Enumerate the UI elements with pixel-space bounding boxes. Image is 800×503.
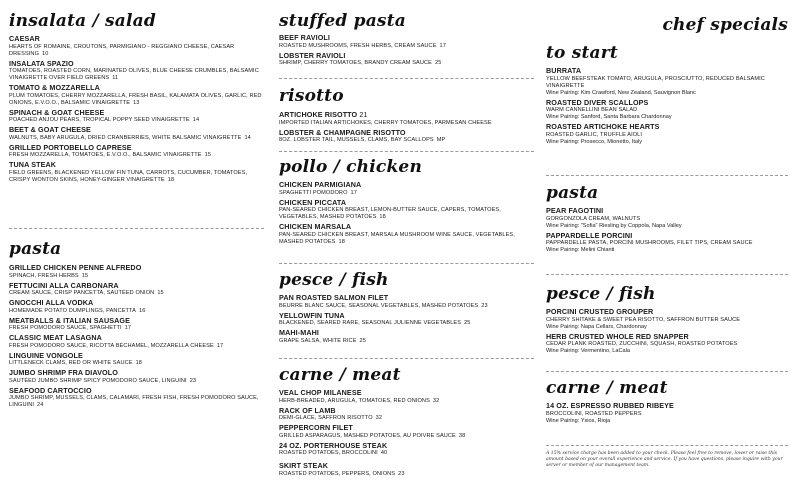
section-divider: [279, 263, 534, 264]
item-price: 10: [42, 50, 49, 57]
item-price: 18: [379, 214, 386, 220]
item-desc: ROASTED POTATOES, BROCCOLINI 40: [279, 450, 388, 456]
item-name: PAN ROASTED SALMON FILET: [279, 293, 389, 302]
menu-item: [279, 199, 534, 222]
menu-item: [9, 299, 264, 315]
item-desc: YELLOW BEEFSTEAK TOMATO, ARUGULA, PROSCIUTTO, REDUCED BALSAMIC VINAIGRETTE: [546, 75, 765, 89]
chef-specials-title: chef specials: [662, 15, 788, 35]
item-price: 21: [359, 110, 368, 119]
section-divider: [546, 371, 788, 372]
menu-item: [9, 144, 264, 160]
item-name: SKIRT STEAK: [279, 461, 329, 470]
item-name: PEPPERCORN FILET: [279, 423, 353, 432]
pesce-heading: pesce / fish: [279, 270, 389, 290]
item-name: FETTUCINI ALLA CARBONARA: [9, 280, 119, 290]
section-risotto: [279, 87, 534, 144]
stuffed-heading: stuffed pasta: [279, 11, 406, 31]
section-carne: [279, 366, 534, 478]
item-price: 32: [375, 415, 383, 421]
section-divider: [279, 358, 534, 359]
menu-item: [9, 317, 264, 333]
wine-pairing: Wine Pairing: Melini Chianti: [546, 247, 615, 253]
item-name: PEAR FAGOTINI: [546, 206, 604, 215]
item-price: 15: [81, 272, 89, 279]
wine-pairing: Wine Pairing: Kim Crawford, New Zealand, Sauvignon Blanc: [546, 89, 696, 96]
item-desc: ROASTED MUSHROOMS, FRESH HERBS, CREAM SAUCE 17: [279, 42, 446, 49]
item-desc: HOMEMADE POTATO DUMPLINGS, PANCETTA 16: [9, 307, 146, 314]
item-desc: WARM CANNELLINI BEAN SALAD: [546, 107, 638, 113]
item-desc: PAN-SEARED CHICKEN BREAST, MARSALA MUSHROOM WINE SAUCE, VEGETABLES, MASHED POTATOES 18: [279, 231, 515, 245]
item-price: 18: [338, 238, 345, 245]
item-desc: PAN-SEARED CHICKEN BREAST, LEMON-BUTTER SAUCE, CAPERS, TOMATOES, VEGETABLES, MASHED POTATOES 18: [279, 207, 501, 220]
item-price: 24: [37, 402, 44, 408]
item-desc: TOMATOES, ROASTED CORN, MARINATED OLIVES, BLUE CHEESE CRUMBLES, BALSAMIC VINAIGRETTE OVER FIELD GREENS 11: [9, 68, 259, 81]
item-price: 25: [464, 320, 471, 326]
item-price: 23: [481, 302, 488, 309]
section-chef-pesce: [546, 285, 794, 355]
menu-item: [9, 334, 264, 350]
menu-item: [546, 232, 794, 255]
item-desc: WALNUTS, BABY ARUGULA, DRIED CRANBERRIES, WHITE BALSAMIC VINAIGRETTE 14: [9, 134, 251, 141]
item-desc: CREAM SAUCE, CRISP PANCETTA, SAUTÉED ONION 15: [9, 290, 164, 296]
item-price: 25: [434, 60, 442, 66]
item-desc: HEARTS OF ROMAINE, CROUTONS, PARMIGIANO - REGGIANO CHEESE, CAESAR DRESSING 10: [9, 43, 235, 57]
item-name: PAPPARDELLE PORCINI: [546, 230, 633, 240]
wine-pairing: Wine Pairing: Vermentino, LaCala: [546, 348, 630, 354]
item-name: CLASSIC MEAT LASAGNA: [9, 333, 102, 342]
item-name: CHICKEN PARMIGIANA: [279, 180, 362, 189]
item-desc: HERB-BREADED, ARUGULA, TOMATOES, RED ONIONS 32: [279, 397, 440, 404]
item-name: TUNA STEAK: [9, 160, 57, 169]
service-charge-note: A 15% service charge has been added to your check. Please feel free to remove, lower or raise this amount based on your overall experience and service. If you have questions, please inquire with your server or member of our management team.: [546, 451, 783, 469]
item-desc: SAUTÉED JUMBO SHRIMP SPICY POMODORO SAUCE, LINGUINI 23: [9, 377, 197, 384]
item-desc: SPINACH, FRESH HERBS 15: [9, 272, 89, 279]
item-price: 15: [157, 290, 164, 296]
menu-item: [546, 308, 794, 331]
section-pasta: [9, 240, 264, 409]
menu-item: [9, 282, 264, 298]
menu-item: [9, 60, 264, 83]
menu-item: [279, 181, 534, 197]
item-price: 11: [112, 75, 119, 81]
item-desc: FRESH POMODORO SAUCE, SPAGHETTI 17: [9, 325, 132, 331]
menu-item: [279, 424, 534, 440]
chef-pasta-heading: pasta: [546, 183, 599, 203]
menu-item: [279, 34, 534, 50]
item-name: LINGUINE VONGOLE: [9, 350, 83, 360]
item-price: 14: [192, 117, 200, 123]
item-desc: GRAPE SALSA, WHITE RICE 25: [279, 337, 366, 344]
menu-item: [546, 402, 794, 425]
item-name: TOMATO & MOZZARELLA: [9, 83, 100, 92]
item-price: 17: [124, 325, 132, 331]
item-desc: JUMBO SHRIMP, MUSSELS, CLAMS, CALAMARI, FRESH FISH, FRESH POMODORO SAUCE, LINGUINI 24: [9, 395, 259, 408]
item-desc: DEMI-GLACE, SAFFRON RISOTTO 32: [279, 415, 383, 421]
item-name: ARTICHOKE RISOTTO 21: [279, 110, 368, 119]
item-name: MAHI-MAHI: [279, 328, 320, 337]
item-name: CAESAR: [9, 34, 40, 43]
item-name: CHICKEN PICCATA: [279, 197, 347, 207]
section-divider: [279, 151, 534, 152]
section-chef-pasta: [546, 184, 794, 254]
menu-item: [546, 207, 794, 230]
item-name: ROASTED DIVER SCALLOPS: [546, 97, 649, 107]
item-name: 24 OZ. PORTERHOUSE STEAK: [279, 440, 388, 450]
item-price: 40: [380, 450, 388, 456]
item-desc: SHRIMP, CHERRY TOMATOES, BRANDY CREAM SAUCE 25: [279, 60, 442, 66]
menu-item: [9, 35, 264, 58]
section-to-start: [546, 44, 794, 146]
item-price: 15: [204, 152, 212, 158]
item-price: 16: [139, 307, 146, 314]
section-divider: [546, 274, 788, 275]
item-name: CHICKEN MARSALA: [279, 222, 352, 231]
item-name: HERB CRUSTED WHOLE RED SNAPPER: [546, 331, 689, 341]
pollo-heading: pollo / chicken: [279, 157, 423, 177]
item-desc: ROASTED POTATOES, PEPPERS, ONIONS 23: [279, 470, 405, 477]
menu-item: [279, 312, 534, 328]
menu-item: [279, 294, 534, 310]
item-name: BEEF RAVIOLI: [279, 33, 330, 42]
section-divider: [279, 78, 534, 79]
item-name: SPINACH & GOAT CHEESE: [9, 107, 105, 117]
section-divider: [546, 175, 788, 176]
item-name: BURRATA: [546, 66, 582, 75]
item-desc: GORGONZOLA CREAM, WALNUTS: [546, 215, 641, 222]
menu-item: [546, 99, 794, 122]
carne-heading: carne / meat: [279, 365, 401, 385]
item-desc: LITTLENECK CLAMS, RED OR WHITE SAUCE 18: [9, 360, 143, 366]
menu-item: [546, 67, 794, 97]
item-desc: BLACKENED, SEARED RARE, SEASONAL JULIENNE VEGETABLES 25: [279, 320, 471, 326]
menu-item: [279, 442, 534, 458]
item-name: YELLOWFIN TUNA: [279, 310, 345, 320]
item-desc: FRESH POMODORO SAUCE, RICOTTA BÉCHAMEL, MOZZARELLA CHEESE 17: [9, 342, 224, 349]
menu-item: [279, 389, 534, 405]
item-desc: 8OZ. LOBSTER TAIL, MUSSELS, CLAMS, BAY SCALLOPS MP: [279, 137, 446, 143]
item-price: 32: [432, 397, 440, 404]
item-desc: IMPORTED ITALIAN ARTICHOKES, CHERRY TOMATOES, PARMESAN CHEESE: [279, 119, 492, 126]
item-price: 17: [439, 42, 446, 49]
chef-pesce-heading: pesce / fish: [546, 284, 656, 304]
item-name: LOBSTER & CHAMPAGNE RISOTTO: [279, 127, 406, 137]
menu-item: [9, 264, 264, 280]
menu-item: [279, 223, 534, 246]
item-desc: FIELD GREENS, BLACKENED YELLOW FIN TUNA, CARROTS, CUCUMBER, TOMATOES, CRISPY WONTON SKINS, HONEY-GINGER VINAIGRETTE 18: [9, 169, 248, 183]
menu-item: [546, 333, 794, 356]
section-stuffed-pasta: [279, 12, 534, 67]
item-name: GRILLED CHICKEN PENNE ALFREDO: [9, 263, 142, 272]
item-name: SEAFOOD CARTOCCIO: [9, 385, 92, 395]
item-desc: PLUM TOMATOES, CHERRY MOZZARELLA, FRESH BASIL, KALAMATA OLIVES, GARLIC, RED ONIONS, E.V.O.O., BALSAMIC VINAIGRETTE 13: [9, 92, 262, 106]
section-insalata: [9, 12, 264, 184]
menu-item: [279, 129, 534, 145]
item-desc: CEDAR PLANK ROASTED, ZUCCHINI, SQUASH, ROASTED POTATOES: [546, 341, 738, 347]
menu-item: [9, 161, 264, 184]
menu-item: [9, 369, 264, 385]
menu-item: [9, 352, 264, 368]
wine-pairing: Wine Pairing: Prosecco, Mionetto, Italy: [546, 138, 643, 145]
menu-item: [9, 387, 264, 410]
chef-carne-heading: carne / meat: [546, 378, 668, 398]
risotto-heading: risotto: [279, 86, 344, 106]
item-price: 18: [167, 176, 175, 183]
wine-pairing: Wine Pairing: Sanford, Santa Barbara Chardonnay: [546, 114, 672, 120]
menu-item: [279, 407, 534, 423]
item-desc: SPAGHETTI POMODORO 17: [279, 189, 357, 196]
menu-item: [9, 109, 264, 125]
item-desc: BEURRE BLANC SAUCE, SEASONAL VEGETABLES, MASHED POTATOES 23: [279, 302, 488, 309]
item-price: 17: [216, 342, 224, 349]
section-divider: [9, 228, 264, 229]
menu-item: [546, 123, 794, 146]
item-name: GRILLED PORTOBELLO CAPRESE: [9, 142, 132, 152]
item-price: 14: [244, 134, 251, 141]
item-name: INSALATA SPAZIO: [9, 58, 74, 68]
item-price: 23: [398, 470, 405, 477]
item-desc: CHERRY SHITAKE & SWEET PEA RISOTTO, SAFFRON BUTTER SAUCE: [546, 316, 741, 323]
item-name: PORCINI CRUSTED GROUPER: [546, 307, 654, 316]
pasta-heading: pasta: [9, 239, 62, 259]
menu-item: [279, 52, 534, 68]
item-price: 25: [359, 337, 366, 344]
item-price: 13: [133, 99, 140, 106]
section-divider: [546, 445, 788, 446]
wine-pairing: Wine Pairing: Ysios, Rioja: [546, 417, 611, 424]
section-chef-carne: [546, 379, 794, 425]
item-price: 17: [350, 189, 357, 196]
item-desc: FRESH MOZZARELLA, TOMATOES, E.V.O.O., BALSAMIC VINAIGRETTE 15: [9, 152, 212, 158]
item-name: LOBSTER RAVIOLI: [279, 50, 346, 60]
item-name: VEAL CHOP MILANESE: [279, 388, 362, 397]
section-pollo: [279, 158, 534, 246]
item-name: MEATBALLS & ITALIAN SAUSAGE: [9, 315, 131, 325]
item-price: 23: [189, 377, 197, 384]
item-name: RACK OF LAMB: [279, 405, 336, 415]
section-pesce: [279, 271, 534, 345]
item-desc: GRILLED ASPARAGUS, MASHED POTATOES, AU POIVRE SAUCE 38: [279, 432, 466, 439]
item-desc: PAPPARDELLE PASTA, PORCINI MUSHROOMS, FILET TIPS, CREAM SAUCE: [546, 240, 753, 246]
item-price: 38: [458, 432, 466, 439]
item-name: GNOCCHI ALLA VODKA: [9, 298, 94, 307]
menu-item: [9, 84, 264, 107]
item-desc: POACHED ANJOU PEARS, TROPICAL POPPY SEED VINAIGRETTE 14: [9, 117, 200, 123]
to-start-heading: to start: [546, 43, 618, 63]
item-name: ROASTED ARTICHOKE HEARTS: [546, 122, 660, 131]
item-name: 14 OZ. ESPRESSO RUBBED RIBEYE: [546, 401, 674, 410]
item-name: BEET & GOAT CHEESE: [9, 125, 91, 134]
wine-pairing: Wine Pairing: Napa Cellars, Chardonnay: [546, 323, 647, 330]
menu-item: [279, 329, 534, 345]
item-price: 18: [135, 360, 143, 366]
item-price: MP: [436, 137, 446, 143]
item-name: JUMBO SHRIMP FRA DIAVOLO: [9, 368, 118, 377]
insalata-heading: insalata / salad: [9, 11, 156, 31]
item-desc: BROCCOLINI, ROASTED PEPPERS: [546, 410, 642, 417]
menu-item: [279, 111, 534, 127]
menu-item: [9, 126, 264, 142]
wine-pairing: Wine Pairing: "Sofia" Riesling by Coppola, Napa Valley: [546, 222, 682, 229]
menu-item: [279, 462, 534, 478]
item-desc: ROASTED GARLIC, TRUFFLE AIOLI: [546, 131, 643, 138]
